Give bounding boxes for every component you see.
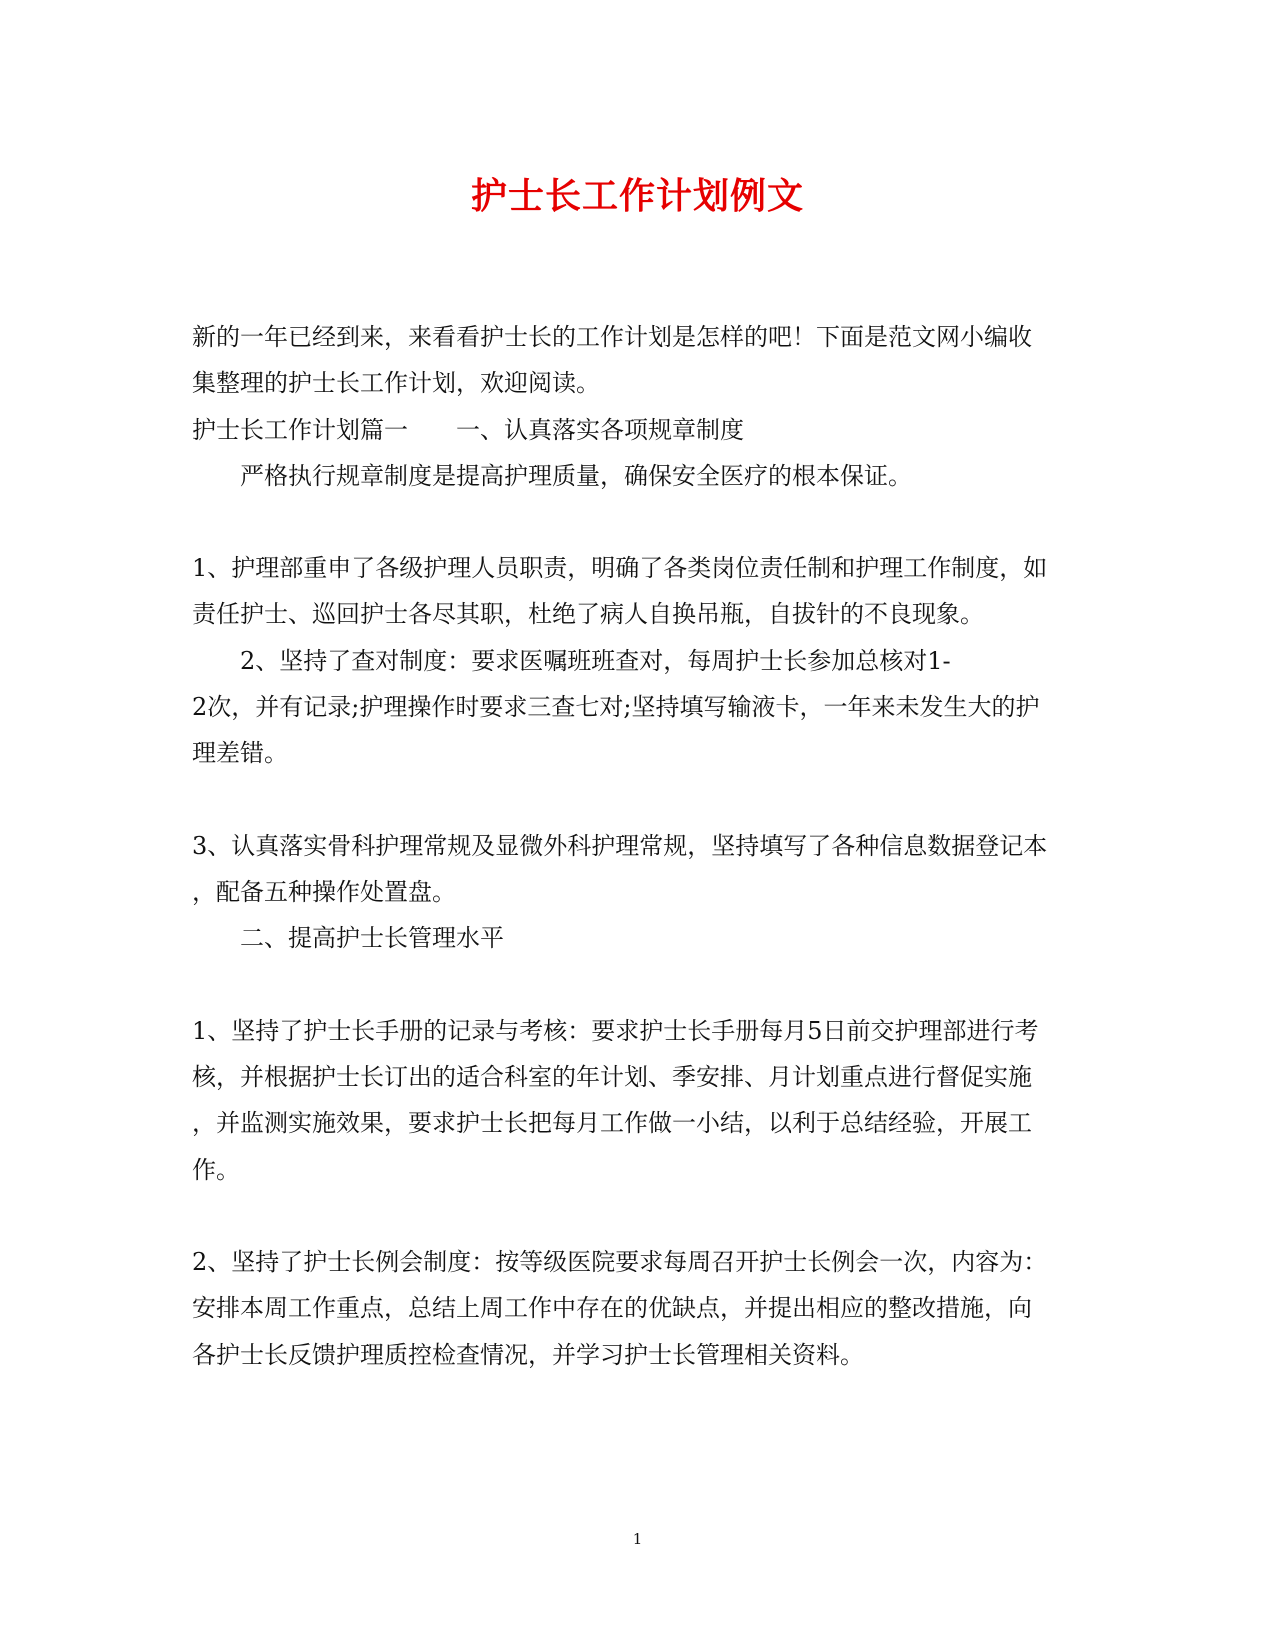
- body-line-7: 2、坚持了查对制度：要求医嘱班班查对，每周护士长参加总核对1-: [192, 647, 951, 675]
- page-number: 1: [632, 1530, 643, 1548]
- body-line-8: 2次，并有记录;护理操作时要求三查七对;坚持填写输液卡，一年来未发生大的护: [192, 693, 1040, 721]
- body-line-18: 安排本周工作重点，总结上周工作中存在的优缺点，并提出相应的整改措施，向: [192, 1294, 1032, 1322]
- body-line-14: 核，并根据护士长订出的适合科室的年计划、季安排、月计划重点进行督促实施: [192, 1063, 1032, 1091]
- page-title: 护士长工作计划例文: [470, 175, 804, 217]
- body-line-5: 1、护理部重申了各级护理人员职责，明确了各类岗位责任制和护理工作制度，如: [192, 554, 1048, 582]
- body-line-16: 作。: [192, 1156, 240, 1184]
- body-line-4: 严格执行规章制度是提高护理质量，确保安全医疗的根本保证。: [192, 462, 912, 490]
- body-line-15: ，并监测实施效果，要求护士长把每月工作做一小结，以利于总结经验，开展工: [192, 1109, 1032, 1137]
- body-line-1: 新的一年已经到来，来看看护士长的工作计划是怎样的吧！下面是范文网小编收: [192, 323, 1032, 351]
- body-line-19: 各护士长反馈护理质控检查情况，并学习护士长管理相关资料。: [192, 1341, 864, 1369]
- body-line-3: 护士长工作计划篇一 一、认真落实各项规章制度: [192, 416, 744, 444]
- body-line-6: 责任护士、巡回护士各尽其职，杜绝了病人自换吊瓶，自拔针的不良现象。: [192, 600, 984, 628]
- body-line-2: 集整理的护士长工作计划，欢迎阅读。: [192, 369, 600, 397]
- body-line-9: 理差错。: [192, 739, 288, 767]
- body-line-11: ，配备五种操作处置盘。: [192, 878, 456, 906]
- body-line-17: 2、坚持了护士长例会制度：按等级医院要求每周召开护士长例会一次，内容为：: [192, 1248, 1048, 1276]
- body-line-10: 3、认真落实骨科护理常规及显微外科护理常规，坚持填写了各种信息数据登记本: [192, 832, 1048, 860]
- body-line-12: 二、提高护士长管理水平: [192, 924, 504, 952]
- body-line-13: 1、坚持了护士长手册的记录与考核：要求护士长手册每月5日前交护理部进行考: [192, 1017, 1039, 1045]
